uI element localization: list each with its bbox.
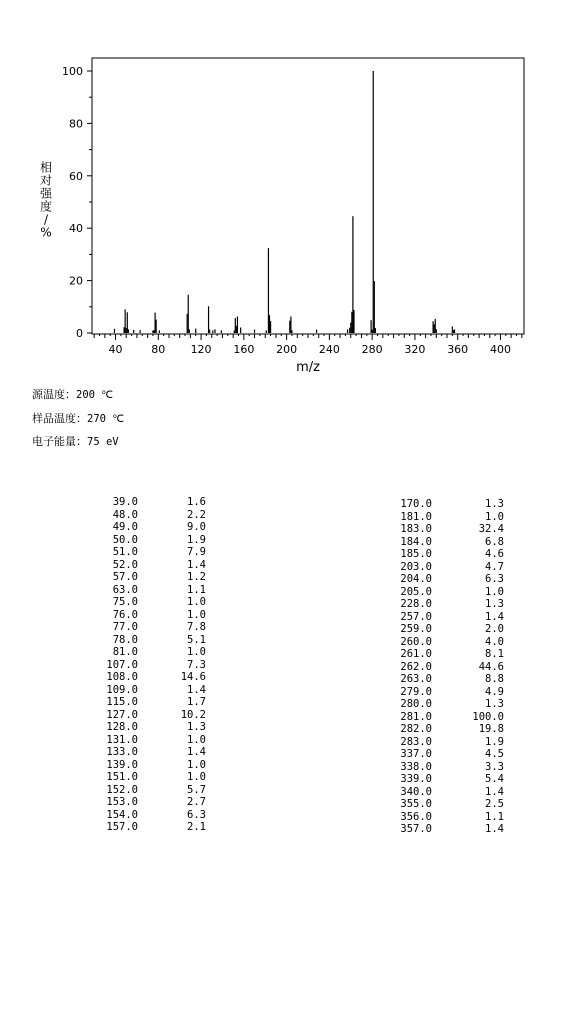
y-axis-label-char: 相 [39,160,53,175]
table-row [96,634,206,647]
mz-cell: 283.0 [400,735,432,748]
x-tick-label: 120 [190,343,212,356]
y-axis-label-char: 强 [39,186,53,201]
mz-cell: 339.0 [400,773,432,785]
table-row [390,573,504,586]
sample-temperature-label: 样品温度： [32,412,87,425]
table-row [390,736,504,749]
abundance-cell: 1.4 [485,823,504,835]
y-tick-label: 20 [69,274,83,288]
axes-layer [62,58,524,356]
mz-cell: 76.0 [112,608,138,621]
table-row [390,598,504,611]
mz-cell: 109.0 [106,683,138,696]
mz-cell: 63.0 [112,583,138,596]
mz-cell: 355.0 [400,798,432,810]
abundance-cell: 4.6 [485,548,504,560]
abundance-cell: 1.0 [485,510,504,523]
abundance-cell: 1.0 [187,733,206,746]
y-axis-label-char: / [43,212,49,227]
table-row [96,671,206,684]
table-row [390,711,504,724]
table-row [96,584,206,597]
abundance-cell: 2.5 [485,798,504,810]
electron-energy-label: 电子能量： [32,435,87,448]
table-row [390,498,504,511]
table-row [96,546,206,559]
table-row [96,771,206,784]
abundance-cell: 19.8 [478,723,504,735]
table-row [96,809,206,822]
mz-cell: 357.0 [400,823,432,835]
table-row [390,511,504,524]
x-tick-label: 40 [108,343,123,356]
source-temperature [32,388,113,402]
mz-cell: 127.0 [106,708,138,721]
abundance-cell: 1.3 [485,598,504,610]
table-row [96,571,206,584]
mz-cell: 128.0 [106,721,138,733]
abundance-cell: 6.3 [485,573,504,585]
abundance-cell: 1.7 [187,696,206,708]
mz-cell: 78.0 [112,633,138,646]
mz-cell: 131.0 [106,733,138,746]
y-axis-label-char: % [40,225,52,240]
table-row [390,698,504,711]
mz-cell: 152.0 [106,783,138,796]
abundance-cell: 1.3 [485,498,504,510]
mz-cell: 75.0 [112,596,138,608]
abundance-cell: 9.0 [187,521,206,533]
sample-temperature [32,412,124,426]
table-row [96,521,206,534]
table-row [390,536,504,549]
table-row [96,534,206,547]
y-tick-label: 40 [69,222,83,236]
mz-cell: 262.0 [400,660,432,673]
peaks-layer [114,71,454,333]
table-row [96,759,206,772]
x-tick-label: 320 [404,343,426,356]
y-tick-label: 80 [69,117,83,131]
mz-cell: 133.0 [106,746,138,758]
mz-cell: 52.0 [112,558,138,571]
mz-cell: 139.0 [106,758,138,771]
abundance-cell: 14.6 [180,671,206,683]
x-tick-label: 200 [276,343,298,356]
electron-energy [32,435,119,449]
abundance-cell: 8.8 [485,673,504,685]
y-tick-label: 100 [62,65,83,78]
mz-cell: 204.0 [400,573,432,585]
mz-cell: 170.0 [400,498,432,510]
table-row [96,646,206,659]
abundance-cell: 4.7 [485,560,504,573]
x-tick-label: 400 [489,343,511,356]
table-row [390,673,504,686]
mz-cell: 356.0 [400,810,432,823]
table-row [96,496,206,509]
abundance-cell: 10.2 [180,708,206,721]
table-row [96,821,206,834]
mz-cell: 184.0 [400,535,432,548]
abundance-cell: 1.9 [485,735,504,748]
table-row [390,811,504,824]
mz-cell: 107.0 [106,658,138,671]
table-row [390,786,504,799]
abundance-cell: 1.0 [187,758,206,771]
abundance-cell: 5.4 [485,773,504,785]
table-row [96,696,206,709]
y-axis-label-char: 度 [39,199,53,214]
abundance-cell: 1.4 [485,785,504,798]
x-tick-label: 80 [151,343,166,356]
mz-cell: 157.0 [106,821,138,833]
abundance-cell: 5.7 [187,783,206,796]
plot-frame [92,58,524,334]
x-axis-label: m/z [296,360,320,375]
abundance-cell: 3.3 [485,760,504,773]
mz-cell: 263.0 [400,673,432,685]
mz-cell: 281.0 [400,710,432,723]
abundance-cell: 32.4 [478,523,504,535]
mass-spectrum-chart [0,0,570,380]
y-tick-label: 60 [69,169,83,183]
mz-cell: 57.0 [112,571,138,583]
table-row [390,623,504,636]
mz-cell: 108.0 [106,671,138,683]
table-row [96,596,206,609]
abundance-cell: 100.0 [472,710,504,723]
mz-cell: 115.0 [106,696,138,708]
abundance-cell: 1.0 [187,771,206,783]
abundance-cell: 1.4 [187,558,206,571]
abundance-cell: 1.9 [187,533,206,546]
table-row [390,548,504,561]
table-row [390,686,504,699]
table-row [96,659,206,672]
abundance-cell: 7.9 [187,546,206,558]
abundance-cell: 5.1 [187,633,206,646]
x-tick-label: 280 [361,343,383,356]
table-row [390,561,504,574]
table-row [96,684,206,697]
mz-cell: 39.0 [112,496,138,508]
mz-cell: 337.0 [400,748,432,760]
abundance-cell: 1.4 [485,610,504,623]
table-row [390,761,504,774]
x-tick-label: 160 [233,343,255,356]
table-row [390,748,504,761]
mz-cell: 282.0 [400,723,432,735]
table-row [390,523,504,536]
y-axis-label-char: 对 [39,173,53,188]
abundance-cell: 7.3 [187,658,206,671]
mz-cell: 338.0 [400,760,432,773]
abundance-cell: 2.7 [187,796,206,808]
mz-cell: 48.0 [112,508,138,521]
table-row [390,798,504,811]
table-row [96,621,206,634]
abundance-cell: 1.1 [187,583,206,596]
mz-cell: 81.0 [112,646,138,658]
table-row [390,723,504,736]
electron-energy-value: 75 eV [87,436,119,448]
mz-cell: 151.0 [106,771,138,783]
mz-cell: 280.0 [400,698,432,710]
abundance-cell: 1.4 [187,746,206,758]
abundance-cell: 4.5 [485,748,504,760]
peak-table-left [96,496,206,834]
mz-cell: 259.0 [400,623,432,635]
mz-cell: 340.0 [400,785,432,798]
abundance-cell: 6.8 [485,535,504,548]
abundance-cell: 1.3 [187,721,206,733]
mz-cell: 261.0 [400,648,432,660]
abundance-cell: 2.1 [187,821,206,833]
mz-cell: 50.0 [112,533,138,546]
table-row [390,661,504,674]
mz-cell: 51.0 [112,546,138,558]
abundance-cell: 1.3 [485,698,504,710]
peak-table-right [390,498,504,836]
abundance-cell: 4.9 [485,685,504,698]
abundance-cell: 1.0 [485,585,504,598]
mz-cell: 203.0 [400,560,432,573]
y-tick-label: 0 [76,327,83,340]
mz-cell: 279.0 [400,685,432,698]
table-row [390,823,504,836]
abundance-cell: 1.2 [187,571,206,583]
table-row [96,509,206,522]
abundance-cell: 8.1 [485,648,504,660]
abundance-cell: 2.0 [485,623,504,635]
mz-cell: 205.0 [400,585,432,598]
mz-cell: 257.0 [400,610,432,623]
table-row [390,648,504,661]
table-row [96,784,206,797]
abundance-cell: 1.0 [187,608,206,621]
mz-cell: 49.0 [112,521,138,533]
table-row [390,773,504,786]
mz-cell: 154.0 [106,808,138,821]
abundance-cell: 4.0 [485,635,504,648]
mz-cell: 181.0 [400,510,432,523]
source-temperature-value: 200 ℃ [76,389,114,401]
abundance-cell: 6.3 [187,808,206,821]
mz-cell: 185.0 [400,548,432,560]
abundance-cell: 2.2 [187,508,206,521]
abundance-cell: 44.6 [478,660,504,673]
table-row [96,734,206,747]
table-row [96,721,206,734]
x-tick-label: 360 [447,343,469,356]
table-row [390,586,504,599]
table-row [96,709,206,722]
abundance-cell: 1.0 [187,646,206,658]
x-tick-label: 240 [318,343,340,356]
mz-cell: 228.0 [400,598,432,610]
abundance-cell: 1.4 [187,683,206,696]
abundance-cell: 1.6 [187,496,206,508]
mz-cell: 183.0 [400,523,432,535]
table-row [96,796,206,809]
table-row [96,559,206,572]
table-row [96,746,206,759]
abundance-cell: 7.8 [187,621,206,633]
abundance-cell: 1.1 [485,810,504,823]
y-axis-label [40,160,53,240]
table-row [390,611,504,624]
sample-temperature-value: 270 ℃ [87,413,125,425]
table-row [390,636,504,649]
source-temperature-label: 源温度： [32,388,76,401]
mz-cell: 153.0 [106,796,138,808]
table-row [96,609,206,622]
mz-cell: 77.0 [112,621,138,633]
mz-cell: 260.0 [400,635,432,648]
abundance-cell: 1.0 [187,596,206,608]
